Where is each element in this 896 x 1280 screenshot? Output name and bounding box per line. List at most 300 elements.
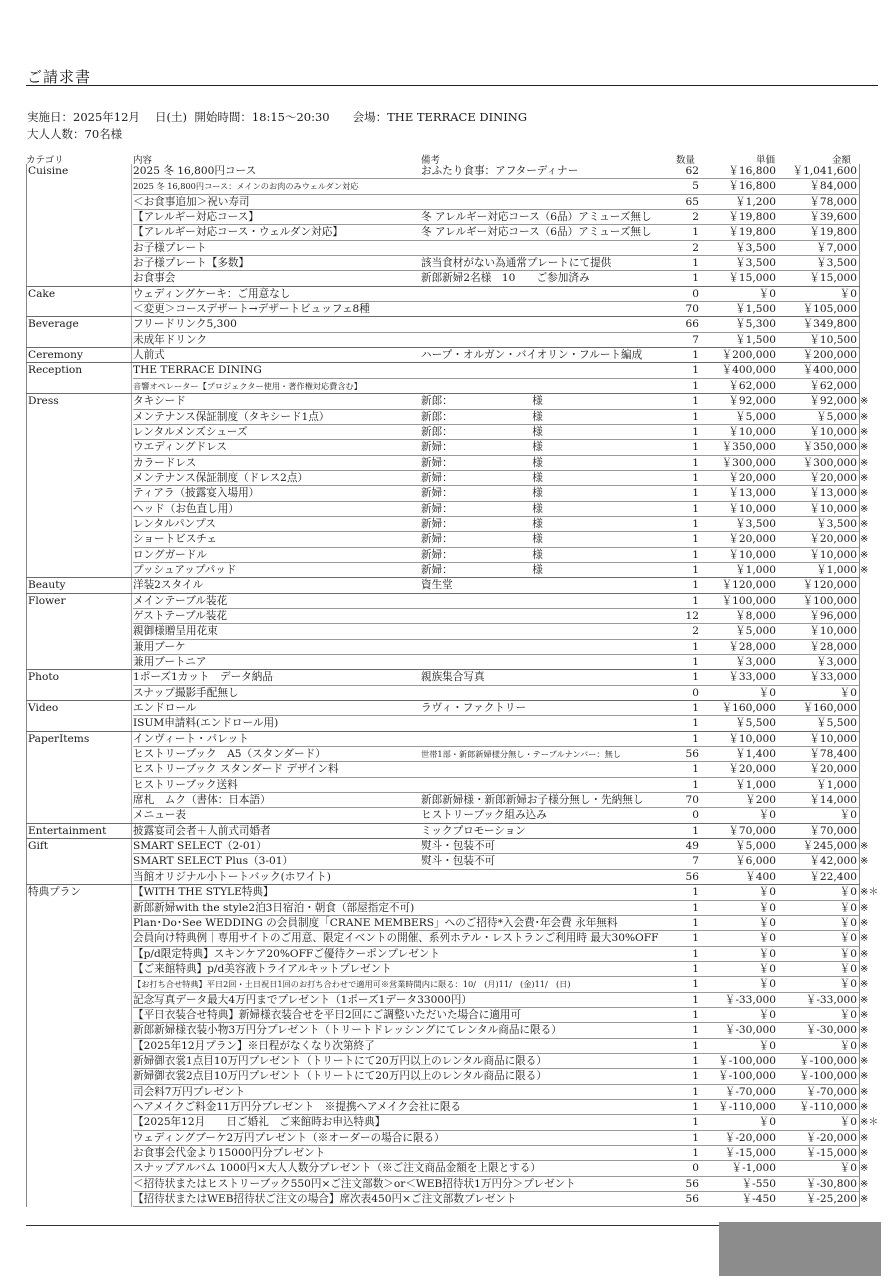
table-row: [26, 1069, 869, 1084]
table-row: [26, 271, 860, 286]
row-price: ￥-70,000: [724, 1085, 776, 1098]
row-item: Plan･Do･See WEDDING の会員制度「CRANE MEMBERS」へのご招待*入会費･年会費 永年無料: [133, 916, 618, 929]
row-note: 新郎： 様: [421, 410, 543, 423]
row-item: ヘッド（お色直し用）: [133, 502, 239, 515]
row-price: ￥-15,000: [724, 1147, 776, 1159]
row-qty: 1: [692, 763, 699, 776]
row-price: ￥19,800: [728, 226, 776, 239]
row-price: ￥19,800: [728, 211, 776, 224]
row-mark: ※: [860, 1009, 869, 1021]
row-price: ￥1,500: [735, 333, 776, 346]
row-amount: ￥84,000: [809, 180, 857, 193]
row-qty: 1: [692, 1131, 699, 1144]
row-category: Ceremony: [28, 349, 83, 362]
row-item: THE TERRACE DINING: [133, 364, 262, 377]
row-mark: ※: [860, 1040, 869, 1052]
row-note: 新婦： 様: [421, 563, 543, 576]
row-note: おふたり食事：アフターディナー: [421, 165, 579, 177]
table-row: [26, 793, 860, 808]
row-note: ミックプロモーション: [421, 824, 526, 837]
row-amount: ￥350,000: [802, 441, 857, 454]
table-row: [26, 993, 869, 1008]
row-amount: ￥-33,000: [805, 993, 857, 1006]
row-item: 人前式: [133, 349, 165, 362]
row-item: お子様プレート【多数】: [133, 257, 250, 270]
row-amount: ￥10,000: [809, 732, 857, 745]
row-note: 該当食材がない為通常プレートにて提供: [421, 257, 612, 270]
row-price: ￥1,500: [735, 303, 776, 316]
row-amount: ￥0: [839, 916, 857, 929]
row-mark: ※＊: [860, 887, 879, 899]
row-note: 新婦： 様: [421, 533, 543, 546]
header-qty: 数量: [676, 155, 696, 166]
row-note: 新婦： 様: [421, 548, 543, 561]
row-amount: ￥0: [839, 1162, 857, 1175]
row-price: ￥-100,000: [718, 1054, 776, 1067]
row-price: ￥-110,000: [718, 1100, 776, 1113]
table-row: [26, 440, 869, 455]
row-price: ￥13,000: [728, 487, 776, 500]
row-item: インヴィート・パレット: [133, 732, 249, 745]
row-price: ￥0: [758, 932, 776, 945]
row-amount: ￥10,000: [809, 425, 857, 438]
table-row: [26, 1146, 869, 1161]
row-qty: 7: [692, 333, 699, 346]
row-price: ￥1,000: [735, 778, 776, 791]
row-item: ウェディングブーケ2万円プレゼント（※オーダーの場合に限る）: [133, 1131, 445, 1144]
row-amount: ￥-20,000: [805, 1131, 857, 1144]
row-mark: ※: [860, 1163, 869, 1175]
row-price: ￥1,000: [735, 563, 776, 576]
row-qty: 1: [692, 395, 699, 408]
row-price: ￥3,500: [735, 241, 776, 254]
table-row: [26, 302, 860, 317]
row-item: 席札 ムク（書体：日本語）: [133, 794, 271, 807]
row-qty: 62: [685, 165, 699, 177]
row-amount: ￥0: [839, 686, 857, 699]
table-row: [26, 655, 860, 670]
row-amount: ￥1,000: [816, 563, 857, 576]
row-item: SMART SELECT Plus（3-01）: [133, 855, 294, 868]
row-qty: 1: [692, 441, 699, 454]
row-price: ￥0: [758, 686, 776, 699]
row-price: ￥20,000: [728, 763, 776, 776]
table-row: [26, 195, 860, 210]
header-note: 備考: [421, 155, 441, 166]
row-category: Beauty: [28, 579, 66, 592]
row-amount: ￥70,000: [809, 824, 857, 837]
row-qty: 49: [685, 840, 699, 853]
table-row: [26, 839, 869, 854]
row-category: Gift: [28, 840, 49, 853]
row-mark: ※: [860, 1055, 869, 1067]
row-price: ￥-1,000: [731, 1162, 776, 1175]
row-qty: 1: [692, 1054, 699, 1067]
row-qty: 1: [692, 1024, 699, 1037]
row-amount: ￥10,000: [809, 625, 857, 638]
row-amount: ￥5,000: [816, 410, 857, 423]
row-mark: ※: [860, 1086, 869, 1098]
row-amount: ￥1,041,600: [792, 165, 857, 177]
row-mark: ※: [860, 902, 869, 914]
row-price: ￥5,000: [735, 625, 776, 638]
row-amount: ￥0: [839, 809, 857, 822]
row-qty: 1: [692, 978, 699, 991]
row-qty: 1: [692, 487, 699, 500]
row-qty: 1: [692, 548, 699, 561]
row-amount: ￥0: [839, 886, 857, 899]
table-row: [26, 901, 869, 916]
row-qty: 0: [692, 287, 699, 300]
invoice-table: [26, 152, 879, 1207]
row-item: 2025 冬 16,800円コース：メインのお肉のみウェルダン対応: [133, 181, 359, 192]
row-amount: ￥1,000: [816, 778, 857, 791]
row-amount: ￥-100,000: [799, 1070, 857, 1083]
row-amount: ￥28,000: [809, 640, 857, 653]
row-qty: 1: [692, 1147, 699, 1159]
row-price: ￥0: [758, 1008, 776, 1021]
row-item: 披露宴司会者＋人前式司婚者: [133, 824, 271, 837]
table-row: [26, 1177, 869, 1192]
row-note: 新婦： 様: [421, 441, 543, 454]
table-row: [26, 885, 879, 900]
row-qty: 1: [692, 456, 699, 469]
row-amount: ￥5,500: [816, 717, 857, 730]
table-row: [26, 670, 860, 685]
row-item: 【2025年12月プラン】※日程がなくなり次第終了: [133, 1039, 375, 1052]
row-mark: ※: [860, 841, 869, 853]
row-price: ￥92,000: [728, 395, 776, 408]
row-qty: 2: [692, 625, 699, 638]
row-mark: ※: [860, 472, 869, 484]
row-price: ￥5,300: [735, 318, 776, 331]
row-amount: ￥92,000: [809, 395, 857, 408]
row-note: 親族集合写真: [421, 671, 485, 684]
table-row: [26, 762, 860, 777]
row-amount: ￥42,000: [809, 855, 857, 868]
row-item: メンテナンス保証制度（ドレス2点）: [133, 471, 309, 484]
row-qty: 1: [692, 257, 699, 270]
row-mark: ※: [860, 549, 869, 561]
row-price: ￥10,000: [728, 425, 776, 438]
row-price: ￥1,400: [735, 748, 776, 761]
row-qty: 1: [692, 1116, 699, 1129]
row-qty: 1: [692, 916, 699, 929]
row-qty: 0: [692, 809, 699, 822]
row-amount: ￥0: [839, 1008, 857, 1021]
row-qty: 1: [692, 824, 699, 837]
table-row: [26, 1085, 869, 1100]
row-item: カラードレス: [133, 456, 197, 469]
table-row: [26, 225, 860, 240]
row-item: 未成年ドリンク: [133, 333, 207, 346]
row-mark: ※: [860, 534, 869, 546]
row-item: 【平日衣装合せ特典】新婦様衣装合せを平日2回にご調整いただいた場合に適用可: [133, 1008, 522, 1021]
table-row: [26, 1192, 869, 1207]
row-qty: 1: [692, 717, 699, 730]
table-row: [26, 594, 860, 609]
row-mark: ※: [860, 948, 869, 960]
row-amount: ￥20,000: [809, 763, 857, 776]
row-note: 世帯1部・新郎新婦様分無し・テーブルナンバー：無し: [421, 749, 621, 760]
row-price: ￥-30,000: [724, 1024, 776, 1037]
row-amount: ￥300,000: [802, 456, 857, 469]
row-amount: ￥0: [839, 1116, 857, 1129]
row-amount: ￥78,000: [809, 195, 857, 208]
row-item: 司会料7万円プレゼント: [133, 1085, 246, 1098]
row-qty: 1: [692, 640, 699, 653]
row-qty: 1: [692, 410, 699, 423]
row-price: ￥3,000: [735, 656, 776, 668]
row-amount: ￥3,000: [816, 656, 857, 668]
row-mark: ※: [860, 457, 869, 469]
row-price: ￥0: [758, 287, 776, 300]
row-price: ￥0: [758, 947, 776, 960]
row-price: ￥8,000: [735, 609, 776, 622]
row-price: ￥0: [758, 901, 776, 914]
row-item: エンドロール: [133, 702, 197, 715]
row-note: ヒストリーブック組み込み: [421, 809, 547, 822]
row-price: ￥200,000: [721, 349, 776, 362]
row-category: Video: [28, 702, 59, 715]
table-row: [26, 287, 860, 302]
table-row: [26, 701, 860, 716]
row-category: Beverage: [28, 318, 79, 331]
row-amount: ￥20,000: [809, 533, 857, 546]
row-mark: ※＊: [860, 1117, 879, 1129]
row-amount: ￥39,600: [809, 211, 857, 224]
row-amount: ￥160,000: [802, 702, 857, 715]
row-item: 【p/d限定特典】スキンケア20%OFFご優待クーポンプレゼント: [133, 947, 440, 960]
table-row: [26, 609, 860, 624]
row-qty: 1: [692, 594, 699, 607]
row-price: ￥5,000: [735, 840, 776, 853]
row-item: 当館オリジナル小トートバック(ホワイト): [133, 870, 331, 883]
row-qty: 1: [692, 563, 699, 576]
row-price: ￥0: [758, 962, 776, 975]
row-item: プッシュアップパッド: [133, 563, 237, 576]
row-qty: 7: [692, 855, 699, 868]
row-note: 冬 アレルギー対応コース（6品）アミューズ無し: [421, 226, 652, 239]
table-row: [26, 471, 869, 486]
row-amount: ￥0: [839, 978, 857, 991]
row-item: スナップアルバム 1000円×大人人数分プレゼント（※ご注文商品金額を上限とする）: [133, 1162, 541, 1175]
table-row: [26, 241, 860, 256]
row-qty: 70: [685, 303, 699, 316]
row-item: お子様プレート: [133, 241, 207, 254]
row-price: ￥-550: [741, 1177, 776, 1190]
table-row: [26, 256, 860, 271]
row-mark: ※: [860, 1071, 869, 1083]
row-price: ￥0: [758, 1116, 776, 1129]
row-item: 親御様贈呈用花束: [133, 625, 218, 638]
row-amount: ￥62,000: [809, 379, 857, 392]
row-amount: ￥22,400: [809, 870, 857, 883]
table-row: [26, 916, 869, 931]
row-amount: ￥120,000: [802, 579, 857, 592]
row-price: ￥33,000: [728, 671, 776, 684]
row-qty: 1: [692, 1100, 699, 1113]
row-mark: ※: [860, 396, 869, 408]
row-mark: ※: [860, 994, 869, 1006]
table-row: [26, 640, 860, 655]
row-amount: ￥400,000: [802, 364, 857, 377]
table-row: [26, 348, 860, 363]
table-row: [26, 578, 860, 593]
table-row: [26, 1039, 869, 1054]
row-qty: 1: [692, 962, 699, 975]
row-qty: 56: [685, 870, 699, 883]
table-row: [26, 425, 869, 440]
row-mark: ※: [860, 1178, 869, 1190]
row-category: PaperItems: [28, 732, 90, 745]
table-row: [26, 317, 860, 332]
row-item: フリードリンク5,300: [133, 318, 237, 331]
row-category: Reception: [28, 364, 83, 377]
title-underline: [26, 85, 878, 86]
row-price: ￥5,500: [735, 717, 776, 730]
row-item: メニュー表: [133, 809, 186, 822]
row-item: 新郎新婦with the style2泊3日宿泊・朝食（部屋指定不可): [133, 901, 415, 914]
table-row: [26, 517, 869, 532]
row-note: 新婦： 様: [421, 471, 543, 484]
row-qty: 5: [692, 180, 699, 193]
row-divider: [133, 1206, 860, 1207]
row-item: ゲストテーブル装花: [133, 609, 227, 622]
row-category: Entertainment: [28, 824, 107, 837]
row-item: SMART SELECT（2-01）: [133, 840, 267, 853]
row-mark: ※: [860, 488, 869, 500]
table-row: [26, 716, 860, 731]
table-row: [26, 379, 860, 394]
row-amount: ￥0: [839, 932, 857, 945]
table-row: [26, 456, 869, 471]
row-price: ￥10,000: [728, 732, 776, 745]
row-qty: 0: [692, 1162, 699, 1175]
row-qty: 12: [685, 609, 699, 622]
table-row: [26, 1054, 869, 1069]
row-amount: ￥105,000: [802, 303, 857, 316]
row-price: ￥120,000: [721, 579, 776, 592]
row-category: Dress: [28, 395, 59, 408]
row-amount: ￥96,000: [809, 609, 857, 622]
row-price: ￥-100,000: [718, 1070, 776, 1083]
table-row: [26, 532, 869, 547]
row-amount: ￥13,000: [809, 487, 857, 500]
row-qty: 56: [685, 1177, 699, 1190]
row-note: 新郎新婦様・新郎新婦お子様分無し・先納無し: [421, 794, 644, 807]
row-amount: ￥0: [839, 962, 857, 975]
row-amount: ￥10,500: [809, 333, 857, 346]
row-price: ￥400,000: [721, 364, 776, 377]
row-category: 特典プラン: [28, 886, 81, 899]
table-row: [26, 548, 869, 563]
row-note: 新郎： 様: [421, 395, 543, 408]
row-amount: ￥0: [839, 901, 857, 914]
row-price: ￥0: [758, 1039, 776, 1052]
row-item: 新婦御衣裳1点目10万円プレゼント（トリートにて20万円以上のレンタル商品に限る）: [133, 1054, 547, 1067]
row-qty: 1: [692, 425, 699, 438]
row-price: ￥15,000: [728, 272, 776, 285]
redacted-block: [719, 1222, 881, 1276]
row-item: ＜変更＞コースデザート→デザートビュッフェ8種: [133, 303, 370, 316]
row-price: ￥28,000: [728, 640, 776, 653]
row-mark: ※: [860, 442, 869, 454]
row-amount: ￥-100,000: [799, 1054, 857, 1067]
row-mark: ※: [860, 503, 869, 515]
row-item: ＜招待状またはヒストリーブック550円×ご注文部数＞or＜WEB招待状1万円分＞プレゼント: [133, 1177, 576, 1190]
row-qty: 1: [692, 993, 699, 1006]
row-price: ￥0: [758, 886, 776, 899]
row-qty: 1: [692, 932, 699, 945]
row-price: ￥16,800: [728, 165, 776, 177]
table-row: [26, 778, 860, 793]
row-amount: ￥245,000: [802, 840, 857, 853]
table-row: [26, 854, 869, 869]
row-amount: ￥100,000: [802, 594, 857, 607]
row-item: 洋装2スタイル: [133, 579, 204, 592]
row-item: お食事会代金より15000円分プレゼント: [133, 1147, 326, 1159]
row-qty: 1: [692, 702, 699, 715]
table-row: [26, 947, 869, 962]
row-amount: ￥-30,800: [805, 1177, 857, 1190]
table-row: [26, 179, 860, 194]
row-qty: 70: [685, 794, 699, 807]
row-item: 【2025年12月 日ご婚礼 ご来館時お申込特典】: [133, 1116, 386, 1129]
row-item: 新郎新婦様衣装小物3万円分プレゼント（トリートドレッシングにてレンタル商品に限る）: [133, 1024, 562, 1037]
table-header: [26, 152, 860, 164]
row-mark: ※: [860, 979, 869, 991]
row-price: ￥350,000: [721, 441, 776, 454]
row-note: ラヴィ・ファクトリー: [421, 702, 527, 715]
row-qty: 1: [692, 502, 699, 515]
row-price: ￥-20,000: [724, 1131, 776, 1144]
row-qty: 56: [685, 1193, 699, 1206]
row-price: ￥62,000: [728, 379, 776, 392]
table-row: [26, 977, 869, 992]
row-amount: ￥-15,000: [805, 1147, 857, 1159]
row-amount: ￥-30,000: [805, 1024, 857, 1037]
row-amount: ￥-110,000: [799, 1100, 857, 1113]
row-note: 新郎： 様: [421, 425, 543, 438]
row-mark: ※: [860, 518, 869, 530]
row-qty: 1: [692, 579, 699, 592]
table-row: [26, 962, 869, 977]
row-amount: ￥3,500: [816, 517, 857, 530]
event-info-line: 実施日：2025年12月 日(土) 開始時間：18:15～20:30 会場：THE TERRACE DINING: [27, 110, 528, 124]
row-item: 【お打ち合せ特典】平日2回・土日祝日1回のお打ち合わせで適用可※営業時間内に限る：10/ (月)11/ (金)11/ (日): [133, 979, 571, 990]
row-note: 新婦： 様: [421, 456, 543, 469]
row-qty: 1: [692, 671, 699, 684]
table-row: [26, 502, 869, 517]
row-mark: ※: [860, 933, 869, 945]
table-row: [26, 363, 860, 378]
row-price: ￥10,000: [728, 502, 776, 515]
table-row: [26, 1131, 869, 1146]
row-note: 資生堂: [421, 579, 453, 592]
row-qty: 1: [692, 1039, 699, 1052]
row-price: ￥1,200: [735, 195, 776, 208]
row-item: レンタルメンズシューズ: [133, 425, 248, 438]
row-qty: 56: [685, 748, 699, 761]
row-price: ￥0: [758, 978, 776, 991]
row-qty: 1: [692, 947, 699, 960]
row-item: 2025 冬 16,800円コース: [133, 165, 257, 177]
row-mark: ※: [860, 917, 869, 929]
row-amount: ￥0: [839, 287, 857, 300]
row-amount: ￥10,000: [809, 548, 857, 561]
row-item: 会員向け特典例｜専用サイトのご用意、限定イベントの開催、系列ホテル・レストランご利用時 最大30%OFF: [133, 932, 659, 945]
